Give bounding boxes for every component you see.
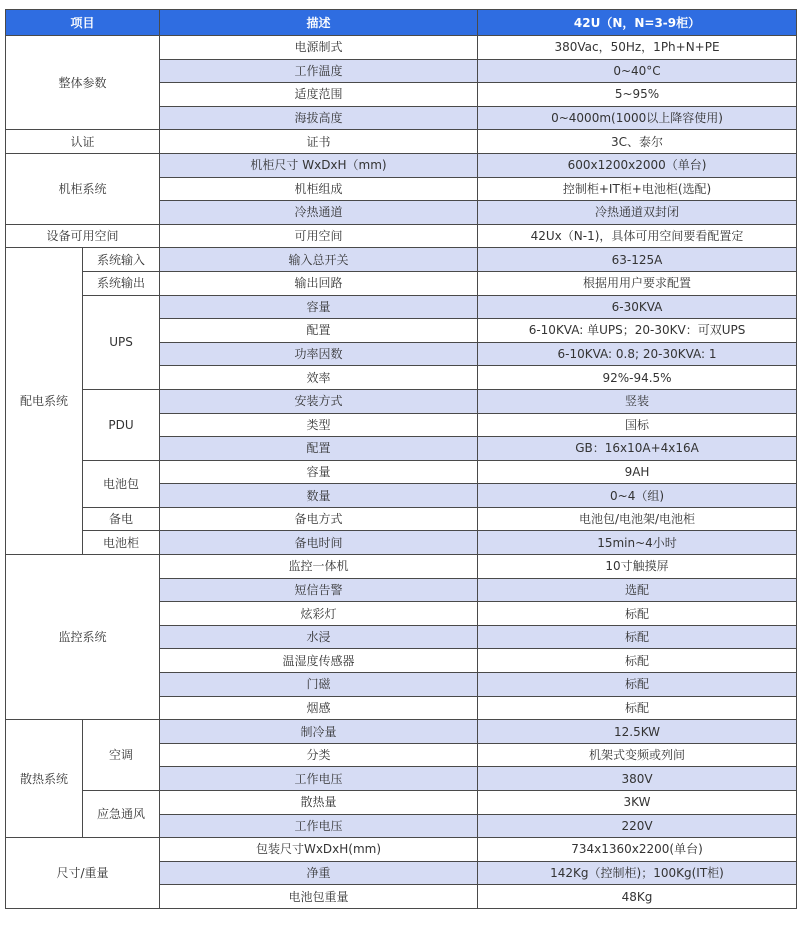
subgroup-label: 系统输出 (83, 271, 160, 295)
group-label: 尺寸/重量 (6, 838, 160, 909)
row-value: 冷热通道双封闭 (478, 201, 797, 225)
row-desc: 水浸 (160, 625, 478, 649)
row-desc: 工作电压 (160, 767, 478, 791)
row-value: GB：16x10A+4x16A (478, 437, 797, 461)
row-value: 63-125A (478, 248, 797, 272)
row-value: 0~40°C (478, 59, 797, 83)
row-value: 标配 (478, 625, 797, 649)
table-row (6, 295, 797, 319)
group-label: 机柜系统 (6, 153, 160, 224)
group-label: 监控系统 (6, 555, 160, 720)
table-row (6, 720, 797, 744)
row-desc: 备电时间 (160, 531, 478, 555)
row-value: 机架式变频或列间 (478, 743, 797, 767)
row-desc: 冷热通道 (160, 201, 478, 225)
row-value: 15min~4小时 (478, 531, 797, 555)
row-value: 6-10KVA: 0.8; 20-30KVA: 1 (478, 342, 797, 366)
header-row (6, 10, 797, 36)
row-desc: 可用空间 (160, 224, 478, 248)
row-value: 220V (478, 814, 797, 838)
subgroup-label: 空调 (83, 720, 160, 791)
subgroup-label: 电池柜 (83, 531, 160, 555)
row-desc: 工作温度 (160, 59, 478, 83)
row-desc: 输入总开关 (160, 248, 478, 272)
row-value: 3KW (478, 791, 797, 815)
table-row (6, 555, 797, 579)
row-desc: 备电方式 (160, 507, 478, 531)
row-value: 标配 (478, 602, 797, 626)
row-desc: 温湿度传感器 (160, 649, 478, 673)
header-description: 描述 (160, 10, 478, 36)
row-desc: 电源制式 (160, 36, 478, 60)
table-row (6, 224, 797, 248)
table-row (6, 838, 797, 862)
row-desc: 门磁 (160, 673, 478, 697)
row-desc: 容量 (160, 460, 478, 484)
subgroup-label: 系统输入 (83, 248, 160, 272)
row-desc: 散热量 (160, 791, 478, 815)
row-desc: 适度范围 (160, 83, 478, 107)
group-label: 认证 (6, 130, 160, 154)
row-desc: 配置 (160, 319, 478, 343)
header-model: 42U（N，N=3-9柜） (478, 10, 797, 36)
row-desc: 海拔高度 (160, 106, 478, 130)
table-row (6, 130, 797, 154)
table-row (6, 248, 797, 272)
row-value: 600x1200x2000（单台) (478, 153, 797, 177)
subgroup-label: PDU (83, 389, 160, 460)
table-row (6, 460, 797, 484)
group-label: 配电系统 (6, 248, 83, 555)
row-value: 142Kg（控制柜)；100Kg(IT柜) (478, 861, 797, 885)
table-row (6, 507, 797, 531)
group-label: 散热系统 (6, 720, 83, 838)
row-value: 734x1360x2200(单台) (478, 838, 797, 862)
row-desc: 证书 (160, 130, 478, 154)
table-row (6, 153, 797, 177)
row-value: 竖装 (478, 389, 797, 413)
group-label: 整体参数 (6, 36, 160, 130)
row-desc: 数量 (160, 484, 478, 508)
row-value: 标配 (478, 673, 797, 697)
row-value: 0~4（组) (478, 484, 797, 508)
row-desc: 功率因数 (160, 342, 478, 366)
row-value: 国标 (478, 413, 797, 437)
row-value: 5~95% (478, 83, 797, 107)
row-desc: 包装尺寸WxDxH(mm) (160, 838, 478, 862)
subgroup-label: 应急通风 (83, 791, 160, 838)
table-row (6, 791, 797, 815)
row-value: 92%-94.5% (478, 366, 797, 390)
table-row (6, 36, 797, 60)
table-row (6, 389, 797, 413)
row-desc: 炫彩灯 (160, 602, 478, 626)
row-desc: 类型 (160, 413, 478, 437)
row-value: 10寸触摸屏 (478, 555, 797, 579)
row-value: 选配 (478, 578, 797, 602)
row-value: 0~4000m(1000以上降容使用) (478, 106, 797, 130)
row-desc: 机柜尺寸 WxDxH（mm) (160, 153, 478, 177)
row-desc: 短信告警 (160, 578, 478, 602)
row-value: 6-30KVA (478, 295, 797, 319)
subgroup-label: 备电 (83, 507, 160, 531)
row-value: 电池包/电池架/电池柜 (478, 507, 797, 531)
row-value: 42Ux（N-1)，具体可用空间要看配置定 (478, 224, 797, 248)
subgroup-label: UPS (83, 295, 160, 389)
row-desc: 分类 (160, 743, 478, 767)
row-value: 根据用用户要求配置 (478, 271, 797, 295)
row-value: 标配 (478, 649, 797, 673)
row-value: 控制柜+IT柜+电池柜(选配) (478, 177, 797, 201)
row-desc: 制冷量 (160, 720, 478, 744)
row-desc: 监控一体机 (160, 555, 478, 579)
group-label: 设备可用空间 (6, 224, 160, 248)
row-desc: 效率 (160, 366, 478, 390)
table-row (6, 271, 797, 295)
row-value: 3C、泰尔 (478, 130, 797, 154)
subgroup-label: 电池包 (83, 460, 160, 507)
row-value: 9AH (478, 460, 797, 484)
row-desc: 工作电压 (160, 814, 478, 838)
row-desc: 电池包重量 (160, 885, 478, 909)
row-desc: 机柜组成 (160, 177, 478, 201)
row-desc: 烟感 (160, 696, 478, 720)
row-desc: 安装方式 (160, 389, 478, 413)
row-value: 12.5KW (478, 720, 797, 744)
row-desc: 容量 (160, 295, 478, 319)
row-value: 48Kg (478, 885, 797, 909)
row-desc: 输出回路 (160, 271, 478, 295)
header-item: 项目 (6, 10, 160, 36)
table-row (6, 531, 797, 555)
row-value: 380Vac，50Hz，1Ph+N+PE (478, 36, 797, 60)
row-value: 标配 (478, 696, 797, 720)
row-desc: 净重 (160, 861, 478, 885)
row-value: 6-10KVA: 单UPS；20-30KV：可双UPS (478, 319, 797, 343)
row-value: 380V (478, 767, 797, 791)
spec-table (5, 9, 797, 909)
row-desc: 配置 (160, 437, 478, 461)
